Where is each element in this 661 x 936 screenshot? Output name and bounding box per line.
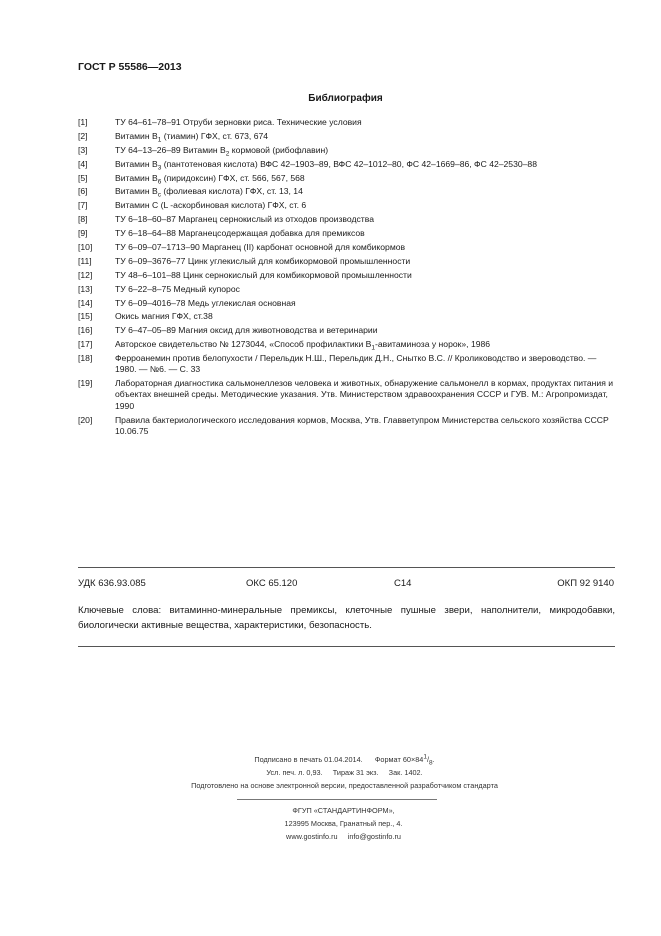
publisher-site-link[interactable]: www.gostinfo.ru [286, 832, 338, 841]
bibliography-entry [78, 242, 618, 253]
entry-number: [3] [78, 144, 88, 155]
bibliography-entry [78, 145, 618, 156]
entry-text [115, 144, 329, 158]
udk-code: УДК 636.93.085 [78, 578, 146, 589]
paper-format: Формат 60×84 [374, 755, 424, 764]
entry-number: [1] [78, 117, 88, 127]
entry-text: Ферроанемин против белопухости / Перельдик Н.Ш., Перельдик Д.Н., Снытко В.С. // Кролиководство и звероводство. — 1980. — №6. — С. 33 [115, 353, 597, 375]
entry-text: ТУ 6–09–4016–78 Медь углекислая основная [115, 297, 296, 308]
oks-code: ОКС 65.120 [246, 578, 298, 589]
entry-text: ТУ 6–09–07–1713–90 Марганец (II) карбонат основной для комбикормов [115, 242, 406, 253]
entry-text-part: ТУ 64–13–26–89 Витамин В [115, 144, 226, 155]
bibliography-entry [78, 131, 618, 142]
publisher-email-link[interactable]: info@gostinfo.ru [347, 832, 401, 841]
format-fraction-num: 1 [423, 753, 427, 761]
group-code: С14 [394, 578, 412, 589]
bibliography-entry [78, 270, 618, 281]
entry-text-part: Витамин В [115, 158, 158, 169]
entry-text [115, 186, 303, 200]
entry-number: [11] [78, 255, 92, 266]
entry-subscript: 6 [157, 178, 162, 186]
publisher-address: 123995 Москва, Гранатный пер., 4. [284, 819, 403, 828]
entry-number: [2] [78, 130, 88, 141]
keywords: Ключевые слова: витаминно-минеральные премиксы, клеточные пушные звери, наполнители, микродобавки, биологически активные вещества, характеристики, безопасность. [78, 605, 615, 631]
imprint [0, 753, 661, 792]
bibliography-entry [78, 353, 618, 375]
okp-code: ОКП 92 9140 [557, 578, 614, 589]
entry-number: [19] [78, 378, 93, 389]
entry-text [115, 172, 305, 186]
print-sheets: Усл. печ. л. 0,93. [266, 768, 323, 777]
entry-text-part: (фолиевая кислота) ГФХ, ст. 13, 14 [160, 186, 303, 197]
entry-number: [6] [78, 186, 88, 197]
imprint-line-2 [28, 766, 661, 779]
entry-text-part: Авторское свидетельство № 1273044, «Способ профилактики В [115, 339, 372, 350]
bibliography-entry [78, 256, 618, 267]
entry-subscript: c [157, 192, 161, 200]
entry-text: ТУ 6–09–3676–77 Цинк углекислый для комбикормовой промышленности [115, 255, 411, 266]
entry-subscript: 1 [371, 344, 375, 352]
entry-subscript: 2 [225, 150, 230, 158]
entry-text [115, 339, 491, 352]
prepared-note: Подготовлено на основе электронной версии, предоставленной разработчиком стандарта [191, 781, 498, 790]
entry-number: [15] [78, 311, 93, 322]
bibliography-entry [78, 200, 618, 211]
page-title: Библиография [308, 93, 383, 104]
entry-text-part: Витамин В [115, 130, 158, 141]
bibliography-entry [78, 298, 618, 309]
entry-text: ТУ 64–61–78–91 Отруби зерновки риса. Технические условия [115, 117, 362, 127]
divider-bottom [78, 646, 615, 647]
entry-number: [14] [78, 297, 93, 308]
publisher-block [0, 804, 661, 843]
imprint-line-1: Подписано в печать 01.04.2014. Формат $60\times 84^1/_8$. [254, 753, 435, 767]
circulation: Тираж 31 экз. [332, 768, 379, 777]
entry-number: [5] [78, 172, 88, 183]
entry-number: [13] [78, 283, 93, 294]
entry-text: ТУ 6–18–64–88 Марганецсодержащая добавка для премиксов [115, 228, 365, 239]
entry-text: ТУ 48–6–101–88 Цинк сернокислый для комбикормовой промышленности [115, 269, 412, 280]
document-code: ГОСТ Р 55586—2013 [78, 61, 182, 73]
entry-number: [16] [78, 325, 93, 336]
divider-top [78, 567, 615, 568]
entry-number: [12] [78, 269, 93, 280]
bibliography-entry [78, 339, 618, 350]
entry-text: Правила бактериологического исследования кормов, Москва, Утв. Главветупром Министерства сельского хозяйства СССР 10.06.75 [115, 414, 609, 436]
signed-date: Подписано в печать 01.04.2014. [254, 755, 363, 764]
bibliography-entry [78, 159, 618, 170]
entry-text: ТУ 6–22–8–75 Медный купорос [115, 283, 240, 294]
entry-number: [7] [78, 200, 88, 211]
bibliography-entry [78, 117, 618, 128]
entry-number: [18] [78, 353, 93, 364]
format-fraction-den: 8 [428, 759, 433, 767]
bibliography-entry [78, 186, 618, 200]
entry-text: Лабораторная диагностика сальмонеллезов человека и животных, обнаружение сальмонелл в кормах, продуктах питания и объектах внешней среды. Методические указания. Утв. Министерством здравоохранения СССР и ГУВ. М.: Агропромиздат, 1990 [115, 378, 614, 411]
entry-text-part: (пиридоксин) ГФХ, ст. 566, 567, 568 [161, 172, 305, 183]
bibliography-entry [78, 173, 618, 184]
entry-text-part: (тиамин) ГФХ, ст. 673, 674 [161, 130, 269, 141]
bibliography-entry [78, 415, 618, 437]
publisher-contacts [26, 830, 661, 843]
entry-number: [4] [78, 158, 88, 169]
bibliography-entry [78, 325, 618, 336]
entry-number: [9] [78, 228, 88, 239]
entry-text: ТУ 6–47–05–89 Магния оксид для животноводства и ветеринарии [115, 325, 378, 336]
entry-text-part: Витамин В [115, 186, 158, 197]
bibliography-entry [78, 228, 618, 239]
bibliography-entry [78, 311, 618, 322]
entry-text-part: -авитаминоза у норок», 1986 [375, 339, 491, 350]
entry-text-part: кормовой (рибофлавин) [229, 144, 329, 155]
entry-number: [10] [78, 242, 93, 253]
bibliography-entry [78, 214, 618, 225]
entry-number: [17] [78, 339, 93, 350]
entry-number: [20] [78, 414, 93, 425]
entry-text-part: Витамин В [115, 172, 158, 183]
bibliography-entry [78, 284, 618, 295]
entry-subscript: 3 [157, 164, 162, 172]
entry-text: Витамин С (L -аскорбиновая кислота) ГФХ, ст. 6 [115, 200, 307, 211]
entry-text: ТУ 6–18–60–87 Марганец сернокислый из отходов производства [115, 214, 374, 225]
order-number: Зак. 1402. [388, 768, 423, 777]
publisher-name: ФГУП «СТАНДАРТИНФОРМ», [292, 806, 395, 815]
bibliography-list [78, 117, 618, 440]
entry-text [115, 158, 537, 172]
entry-subscript: 1 [157, 136, 162, 144]
entry-text: Окись магния ГФХ, ст.38 [115, 311, 213, 322]
entry-text [115, 130, 269, 144]
bibliography-entry [78, 378, 618, 412]
entry-number: [8] [78, 214, 88, 225]
entry-text-part: (пантотеновая кислота) ВФС 42–1903–89, ВФС 42–1012–80, ФС 42–1669–86, ФС 42–2530–88 [161, 158, 537, 169]
divider-publisher [237, 799, 437, 800]
